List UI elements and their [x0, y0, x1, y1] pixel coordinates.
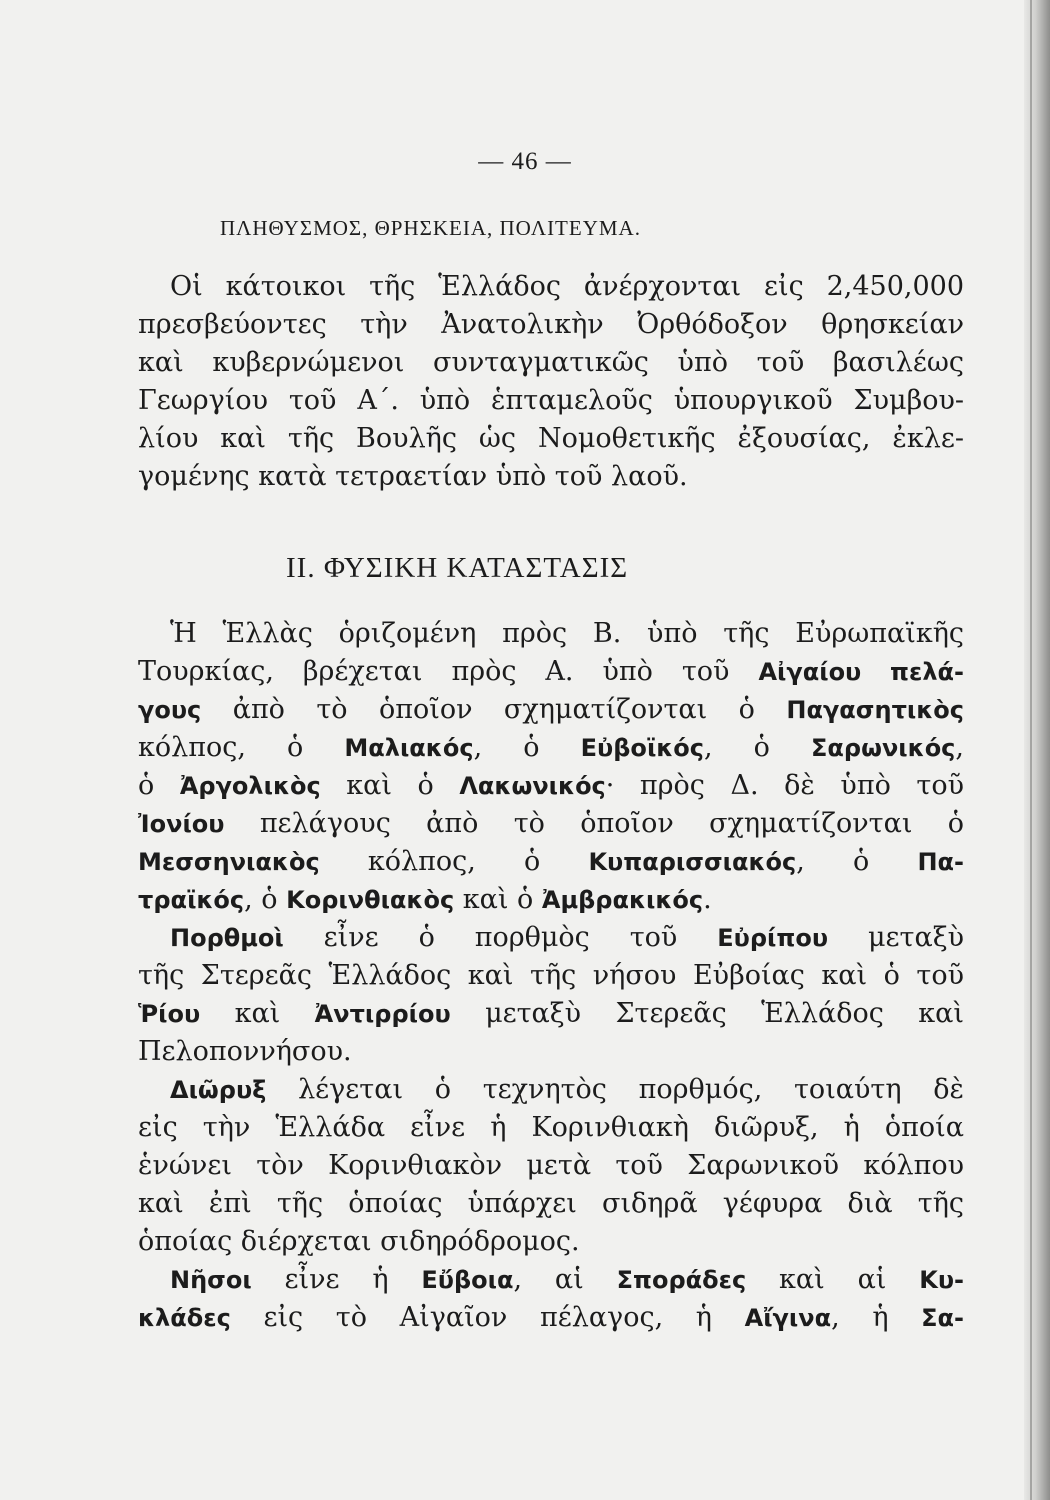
text-run: εἶνε ὁ πορθμὸς τοῦ	[283, 922, 718, 953]
bold-term: Διῶρυξ	[170, 1076, 267, 1104]
text-line	[138, 1185, 964, 1223]
bold-term: Αἴγινα	[744, 1304, 832, 1332]
text-run: ὁ	[138, 770, 180, 801]
text-line	[138, 691, 964, 729]
page-number: — 46 —	[478, 148, 572, 175]
bold-term: γους	[138, 696, 202, 724]
text-run: Τουρκίας, βρέχεται πρὸς Α. ὑπὸ τοῦ	[138, 656, 759, 687]
text-line	[138, 957, 964, 995]
text-run: εἰς τὴν Ἑλλάδα εἶνε ἡ Κορινθιακὴ διῶρυξ, ἡ ὁποία	[138, 1112, 964, 1143]
text-run: καὶ	[200, 998, 315, 1029]
bold-term: Εὐρίπου	[717, 924, 829, 952]
bold-term: Νῆσοι	[170, 1266, 252, 1294]
text-run: , αἱ	[513, 1264, 617, 1295]
text-line	[138, 1109, 964, 1147]
bold-term: Αἰγαίου πελά-	[758, 658, 964, 686]
text-run: καὶ ὁ	[320, 770, 460, 801]
text-run: τῆς Στερεᾶς Ἑλλάδος καὶ τῆς νήσου Εὐβοίας καὶ ὁ τοῦ	[138, 960, 964, 991]
text-run: λέγεται ὁ τεχνητὸς πορθμός, τοιαύτη δὲ	[266, 1074, 964, 1105]
text-line	[138, 653, 964, 691]
text-line	[138, 1033, 964, 1071]
bold-term: Ἰονίου	[138, 810, 225, 838]
text-run: ἀπὸ τὸ ὁποῖον σχηματίζονται ὁ	[201, 694, 787, 725]
text-line	[138, 1299, 964, 1337]
bold-term: Παγασητικὸς	[786, 696, 964, 724]
text-line: λίου καὶ τῆς Βουλῆς ὡς Νομοθετικῆς ἐξουσίας, ἐκλε-	[138, 423, 964, 454]
bold-term: Ἀμβρακικός	[541, 886, 704, 914]
text-run: πελάγους ἀπὸ τὸ ὁποῖον σχηματίζονται ὁ	[224, 808, 964, 839]
section-heading: ΠΛΗΘΥΣΜΟΣ, ΘΡΗΣΚΕΙΑ, ΠΟΛΙΤΕΥΜΑ.	[220, 216, 641, 240]
text-line	[138, 1223, 964, 1261]
text-line	[138, 881, 964, 919]
population-paragraph	[138, 268, 964, 496]
bold-term: Κορινθιακὸς	[286, 886, 455, 914]
text-run: καὶ αἱ	[746, 1264, 920, 1295]
bold-term: Λακωνικός	[459, 772, 606, 800]
bold-term: κλάδες	[138, 1304, 231, 1332]
text-line	[138, 1261, 964, 1299]
bold-term: Κυ-	[919, 1266, 964, 1294]
text-line	[138, 919, 964, 957]
text-run: , ὁ	[473, 732, 581, 763]
page-gutter-shadow	[1024, 0, 1050, 1500]
bold-term: Πορθμοὶ	[170, 924, 284, 952]
text-line: γομένης κατὰ τετραετίαν ὑπὸ τοῦ λαοῦ.	[138, 461, 688, 492]
text-line	[138, 1147, 964, 1185]
text-line	[138, 615, 964, 653]
text-line: Οἱ κάτοικοι τῆς Ἑλλάδος ἀνέρχονται εἰς 2,450,000	[170, 271, 964, 302]
text-line	[138, 995, 964, 1033]
bold-term: Ῥίου	[138, 1000, 201, 1028]
text-line: καὶ κυβερνώμενοι συνταγματικῶς ὑπὸ τοῦ βασιλέως	[138, 347, 964, 378]
text-line	[138, 805, 964, 843]
bold-term: Σαρωνικός	[811, 734, 956, 762]
text-run: κόλπος, ὁ	[319, 846, 589, 877]
text-run: , ὁ	[703, 732, 812, 763]
text-line	[138, 1071, 964, 1109]
text-line: πρεσβεύοντες τὴν Ἀνατολικὴν Ὀρθόδοξον θρησκείαν	[138, 309, 964, 340]
physical-geography-text	[138, 615, 964, 1337]
bold-term: Πα-	[917, 848, 964, 876]
bold-term: Ἀντιρρίου	[314, 1000, 451, 1028]
bold-term: Μαλιακός	[344, 734, 474, 762]
bold-term: Μεσσηνιακὸς	[138, 848, 320, 876]
text-run: , ὁ	[796, 846, 918, 877]
text-run: καὶ ὁ	[454, 884, 542, 915]
text-line	[138, 843, 964, 881]
bold-term: Εὐβοϊκός	[580, 734, 704, 762]
text-run: Ἡ Ἑλλὰς ὁριζομένη πρὸς Β. ὑπὸ τῆς Εὐρωπαϊκῆς	[170, 618, 964, 649]
text-run: εἰς τὸ Αἰγαῖον πέλαγος, ἡ	[230, 1302, 745, 1333]
chapter-heading: II. ΦΥΣΙΚΗ ΚΑΤΑΣΤΑΣΙΣ	[286, 552, 629, 584]
text-run: .	[703, 884, 712, 915]
bold-term: Κυπαρισσιακός	[588, 848, 797, 876]
text-run: καὶ ἐπὶ τῆς ὁποίας ὑπάρχει σιδηρᾶ γέφυρα διὰ τῆς	[138, 1188, 964, 1219]
bold-term: Ἀργολικὸς	[179, 772, 321, 800]
text-run: μεταξὺ	[828, 922, 964, 953]
text-run: , ὁ	[244, 884, 287, 915]
text-run: ὁποίας διέρχεται σιδηρόδρομος.	[138, 1226, 580, 1257]
text-line	[138, 767, 964, 805]
text-run: μεταξὺ Στερεᾶς Ἑλλάδος καὶ	[450, 998, 964, 1029]
text-run: ἑνώνει τὸν Κορινθιακὸν μετὰ τοῦ Σαρωνικοῦ κόλπου	[138, 1150, 964, 1181]
text-run: Πελοποννήσου.	[138, 1036, 352, 1067]
text-line	[138, 729, 964, 767]
bold-term: Σποράδες	[616, 1266, 747, 1294]
text-run: · πρὸς Δ. δὲ ὑπὸ τοῦ	[605, 770, 964, 801]
bold-term: Σα-	[921, 1304, 964, 1332]
text-line: Γεωργίου τοῦ Α΄. ὑπὸ ἑπταμελοῦς ὑπουργικοῦ Συμβου-	[138, 385, 964, 416]
bold-term: τραϊκός	[138, 886, 245, 914]
page-edge	[1030, 0, 1032, 1500]
text-run: ,	[955, 732, 964, 763]
bold-term: Εὔβοια	[421, 1266, 514, 1294]
text-run: , ἡ	[831, 1302, 922, 1333]
text-run: κόλπος, ὁ	[138, 732, 345, 763]
text-run: εἶνε ἡ	[251, 1264, 422, 1295]
